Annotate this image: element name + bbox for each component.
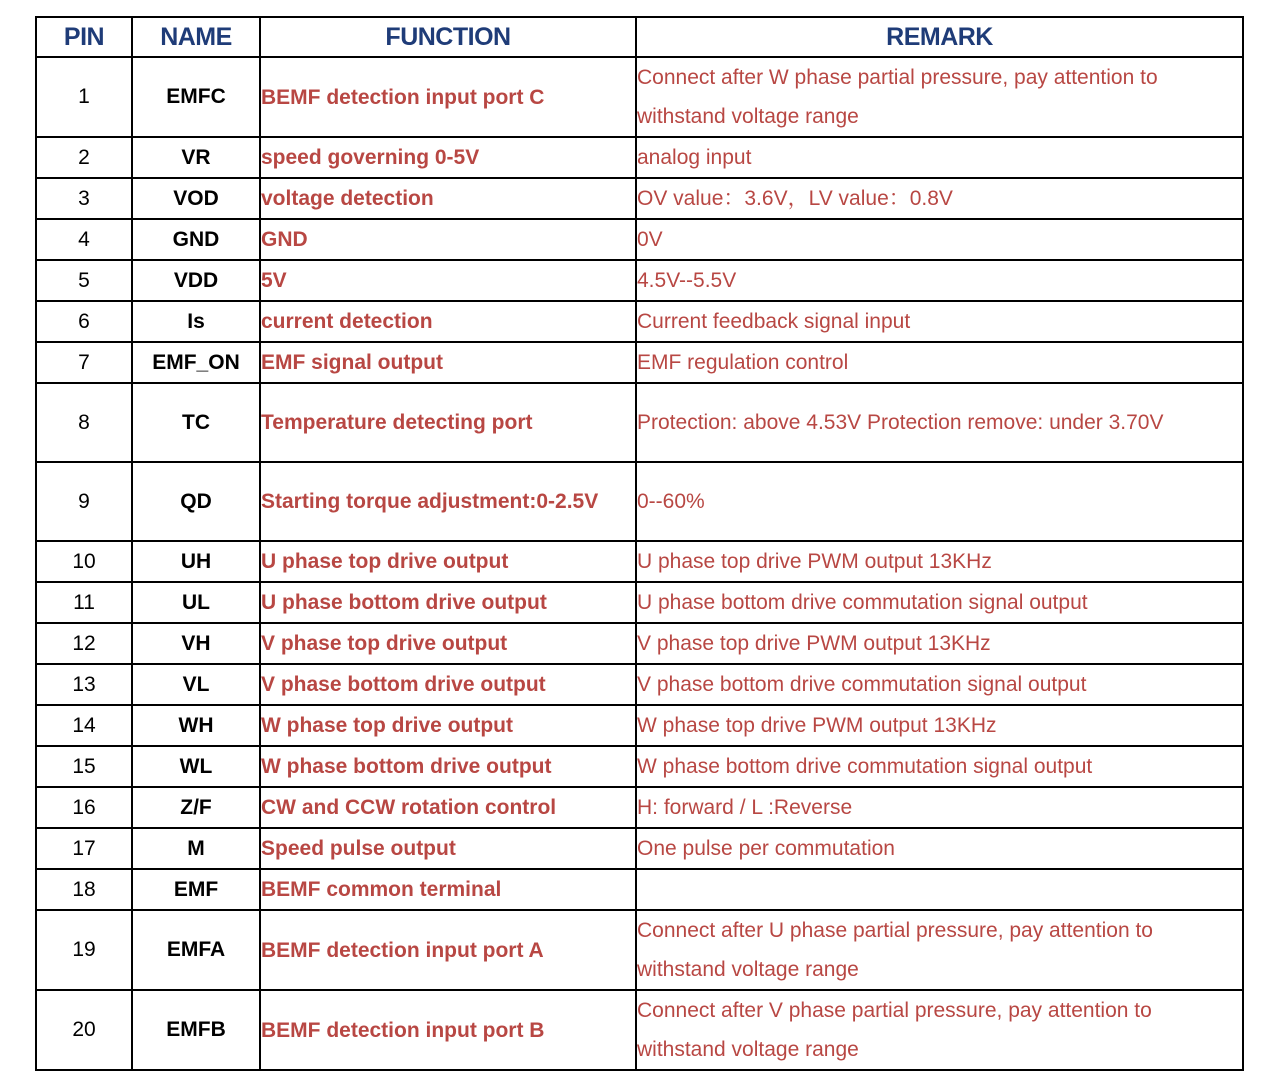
pin-number: 13 <box>36 664 132 705</box>
table-row <box>36 260 1243 301</box>
pin-function: W phase top drive output <box>260 705 636 746</box>
pin-name: VR <box>132 137 260 178</box>
table-row <box>36 828 1243 869</box>
pin-number: 14 <box>36 705 132 746</box>
pin-name: VOD <box>132 178 260 219</box>
header-pin: PIN <box>36 17 132 57</box>
table-row <box>36 664 1243 705</box>
pin-number: 19 <box>36 910 132 990</box>
table-row <box>36 301 1243 342</box>
pin-number: 1 <box>36 57 132 137</box>
pin-name: Is <box>132 301 260 342</box>
table-row <box>36 178 1243 219</box>
pin-remark: EMF regulation control <box>636 342 1243 383</box>
pin-remark: Connect after V phase partial pressure, pay attention to withstand voltage range <box>636 990 1243 1070</box>
pin-remark: One pulse per commutation <box>636 828 1243 869</box>
table-row <box>36 541 1243 582</box>
pin-name: VDD <box>132 260 260 301</box>
pin-name: UH <box>132 541 260 582</box>
pin-remark: W phase top drive PWM output 13KHz <box>636 705 1243 746</box>
pin-name: EMFB <box>132 990 260 1070</box>
pin-remark <box>636 869 1243 910</box>
pin-number: 20 <box>36 990 132 1070</box>
pin-name: Z/F <box>132 787 260 828</box>
pin-remark: Connect after W phase partial pressure, pay attention to withstand voltage range <box>636 57 1243 137</box>
pin-remark: Connect after U phase partial pressure, pay attention to withstand voltage range <box>636 910 1243 990</box>
pin-remark: 0V <box>636 219 1243 260</box>
pin-remark: U phase bottom drive commutation signal output <box>636 582 1243 623</box>
pin-name: QD <box>132 462 260 541</box>
pin-name: TC <box>132 383 260 462</box>
pin-name: EMF_ON <box>132 342 260 383</box>
pin-function: Speed pulse output <box>260 828 636 869</box>
pin-function: U phase bottom drive output <box>260 582 636 623</box>
pin-number: 12 <box>36 623 132 664</box>
pin-function: current detection <box>260 301 636 342</box>
pin-function: BEMF detection input port C <box>260 57 636 137</box>
pin-number: 11 <box>36 582 132 623</box>
table-row <box>36 383 1243 462</box>
pin-number: 9 <box>36 462 132 541</box>
pin-function: BEMF common terminal <box>260 869 636 910</box>
pin-function: BEMF detection input port B <box>260 990 636 1070</box>
pin-function: EMF signal output <box>260 342 636 383</box>
pin-function: U phase top drive output <box>260 541 636 582</box>
pin-name: EMF <box>132 869 260 910</box>
pin-name: WL <box>132 746 260 787</box>
pin-remark: V phase bottom drive commutation signal output <box>636 664 1243 705</box>
pin-number: 10 <box>36 541 132 582</box>
pin-name: UL <box>132 582 260 623</box>
pin-name: EMFC <box>132 57 260 137</box>
pin-name: EMFA <box>132 910 260 990</box>
pin-function: Starting torque adjustment:0-2.5V <box>260 462 636 541</box>
pin-name: GND <box>132 219 260 260</box>
table-row <box>36 342 1243 383</box>
pin-name: VL <box>132 664 260 705</box>
table-row <box>36 705 1243 746</box>
pin-definition-table <box>35 16 1244 1071</box>
pin-name: VH <box>132 623 260 664</box>
pin-number: 3 <box>36 178 132 219</box>
table-row <box>36 869 1243 910</box>
pin-remark: Current feedback signal input <box>636 301 1243 342</box>
table-row <box>36 623 1243 664</box>
table-row <box>36 746 1243 787</box>
table-row <box>36 219 1243 260</box>
pin-number: 17 <box>36 828 132 869</box>
pin-number: 4 <box>36 219 132 260</box>
pin-remark: 4.5V--5.5V <box>636 260 1243 301</box>
pin-function: CW and CCW rotation control <box>260 787 636 828</box>
pin-function: speed governing 0-5V <box>260 137 636 178</box>
pin-number: 6 <box>36 301 132 342</box>
header-row <box>36 17 1243 57</box>
header-remark: REMARK <box>636 17 1243 57</box>
pin-function: V phase top drive output <box>260 623 636 664</box>
pin-number: 16 <box>36 787 132 828</box>
pin-remark: analog input <box>636 137 1243 178</box>
pin-function: BEMF detection input port A <box>260 910 636 990</box>
table-row <box>36 582 1243 623</box>
table-body <box>36 57 1243 1070</box>
pin-number: 18 <box>36 869 132 910</box>
pin-function: W phase bottom drive output <box>260 746 636 787</box>
pin-remark: H: forward / L :Reverse <box>636 787 1243 828</box>
pin-remark: V phase top drive PWM output 13KHz <box>636 623 1243 664</box>
table-row <box>36 137 1243 178</box>
pin-function: V phase bottom drive output <box>260 664 636 705</box>
pin-number: 2 <box>36 137 132 178</box>
pin-remark: 0--60% <box>636 462 1243 541</box>
pin-remark: OV value：3.6V，LV value：0.8V <box>636 178 1243 219</box>
pin-number: 15 <box>36 746 132 787</box>
pin-function: GND <box>260 219 636 260</box>
pin-number: 8 <box>36 383 132 462</box>
pin-remark: U phase top drive PWM output 13KHz <box>636 541 1243 582</box>
pin-function: 5V <box>260 260 636 301</box>
pin-number: 5 <box>36 260 132 301</box>
pin-remark: Protection: above 4.53V Protection remove: under 3.70V <box>636 383 1243 462</box>
table-row <box>36 57 1243 137</box>
header-function: FUNCTION <box>260 17 636 57</box>
pin-name: M <box>132 828 260 869</box>
pin-function: voltage detection <box>260 178 636 219</box>
header-name: NAME <box>132 17 260 57</box>
table-row <box>36 462 1243 541</box>
table-row <box>36 910 1243 990</box>
table-row <box>36 990 1243 1070</box>
table-row <box>36 787 1243 828</box>
pin-remark: W phase bottom drive commutation signal output <box>636 746 1243 787</box>
pin-function: Temperature detecting port <box>260 383 636 462</box>
pin-number: 7 <box>36 342 132 383</box>
pin-name: WH <box>132 705 260 746</box>
